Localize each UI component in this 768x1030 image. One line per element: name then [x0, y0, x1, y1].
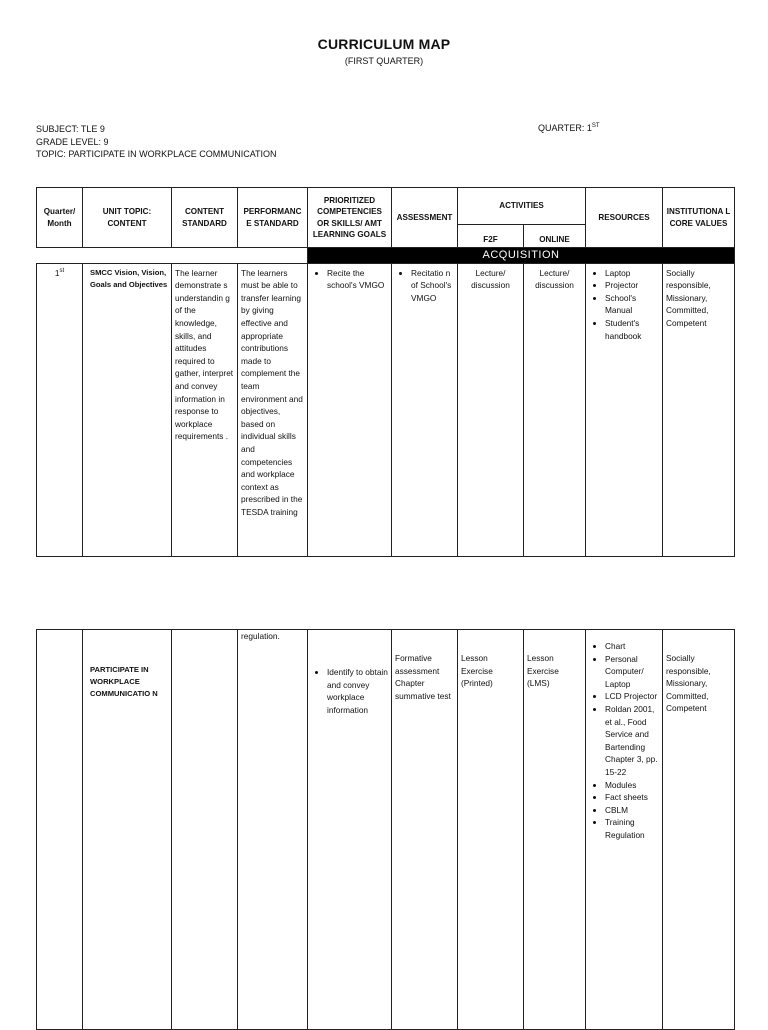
acquisition-band: ACQUISITION [308, 248, 735, 264]
list-item: • Training Regulation [605, 816, 659, 841]
header-online: ONLINE [524, 225, 586, 248]
row1-content-standard: The learner demonstrate s understandin g of the knowledge, skills, and attitudes required to gather, interpret and convey information in response to workplace requirements . [172, 263, 238, 556]
row2-f2f: Lesson Exercise (Printed) [458, 630, 524, 1030]
list-item: • Fact sheets [605, 791, 659, 804]
row1-performance-standard: The learners must be able to transfer learning by giving effective and appropriate contributions made to complement the team environment and objectives, based on individual skills and competencies and workplace context as prescribed in the TESDA training [238, 263, 308, 556]
list-item: • Modules [605, 779, 659, 792]
header-core-values: INSTITUTIONA L CORE VALUES [663, 188, 735, 248]
acquisition-spacer [37, 248, 308, 264]
row2-competencies [308, 630, 392, 1030]
list-item: • LCD Projector [605, 690, 659, 703]
header-content-standard: CONTENT STANDARD [172, 188, 238, 248]
list-item: • Laptop [605, 267, 659, 280]
list-item: • Identify to obtain and convey workplace information [327, 666, 388, 716]
curriculum-table-2 [36, 629, 735, 1030]
grade-level-line: GRADE LEVEL: 9 [36, 137, 109, 147]
quarter-line: QUARTER: 1ST [538, 123, 600, 133]
row1-unit-topic: SMCC Vision, Vision, Goals and Objectives [83, 263, 172, 556]
list-item: • Personal Computer/ Laptop [605, 653, 659, 691]
list-item: • CBLM [605, 804, 659, 817]
header-competencies: PRIORITIZED COMPETENCIES OR SKILLS/ AMT LEARNING GOALS [308, 188, 392, 248]
row2-unit-topic: PARTICIPATE IN WORKPLACE COMMUNICATIO N [83, 630, 172, 1030]
page-title: CURRICULUM MAP [317, 36, 451, 52]
row1-online: Lecture/ discussion [524, 263, 586, 556]
row1-f2f: Lecture/ discussion [458, 263, 524, 556]
list-item: • Chart [605, 640, 659, 653]
row1-core-values: Socially responsible, Missionary, Committed, Competent [663, 263, 735, 556]
list-item: • Recitatio n of School's VMGO [411, 267, 454, 305]
row2-core-values: Socially responsible, Missionary, Committed, Competent [663, 630, 735, 1030]
topic-line: TOPIC: PARTICIPATE IN WORKPLACE COMMUNICATION [36, 149, 277, 159]
row1-quarter: 1st [37, 263, 83, 556]
header-assessment: ASSESSMENT [392, 188, 458, 248]
curriculum-table-1 [36, 187, 735, 557]
subject-line: SUBJECT: TLE 9 [36, 124, 105, 134]
row2-performance-standard: regulation. [238, 630, 308, 1030]
header-quarter-month: Quarter/ Month [37, 188, 83, 248]
list-item: • Roldan 2001, et al., Food Service and Bartending Chapter 3, pp. 15-22 [605, 703, 659, 779]
list-item: • Projector [605, 279, 659, 292]
header-f2f: F2F [458, 225, 524, 248]
list-item: • School's Manual [605, 292, 659, 317]
page-subtitle: (FIRST QUARTER) [344, 56, 424, 66]
list-item: • Student's handbook [605, 317, 659, 342]
row2-resources [586, 630, 663, 1030]
header-resources: RESOURCES [586, 188, 663, 248]
header-unit-topic: UNIT TOPIC: CONTENT [83, 188, 172, 248]
row2-assessment: Formative assessment Chapter summative test [392, 630, 458, 1030]
row2-content-standard [172, 630, 238, 1030]
row2-quarter [37, 630, 83, 1030]
row2-online: Lesson Exercise (LMS) [524, 630, 586, 1030]
row1-competencies [308, 263, 392, 556]
header-activities: ACTIVITIES [458, 188, 586, 225]
list-item: • Recite the school's VMGO [327, 267, 388, 292]
row1-assessment [392, 263, 458, 556]
header-performance-standard: PERFORMANC E STANDARD [238, 188, 308, 248]
row1-resources [586, 263, 663, 556]
